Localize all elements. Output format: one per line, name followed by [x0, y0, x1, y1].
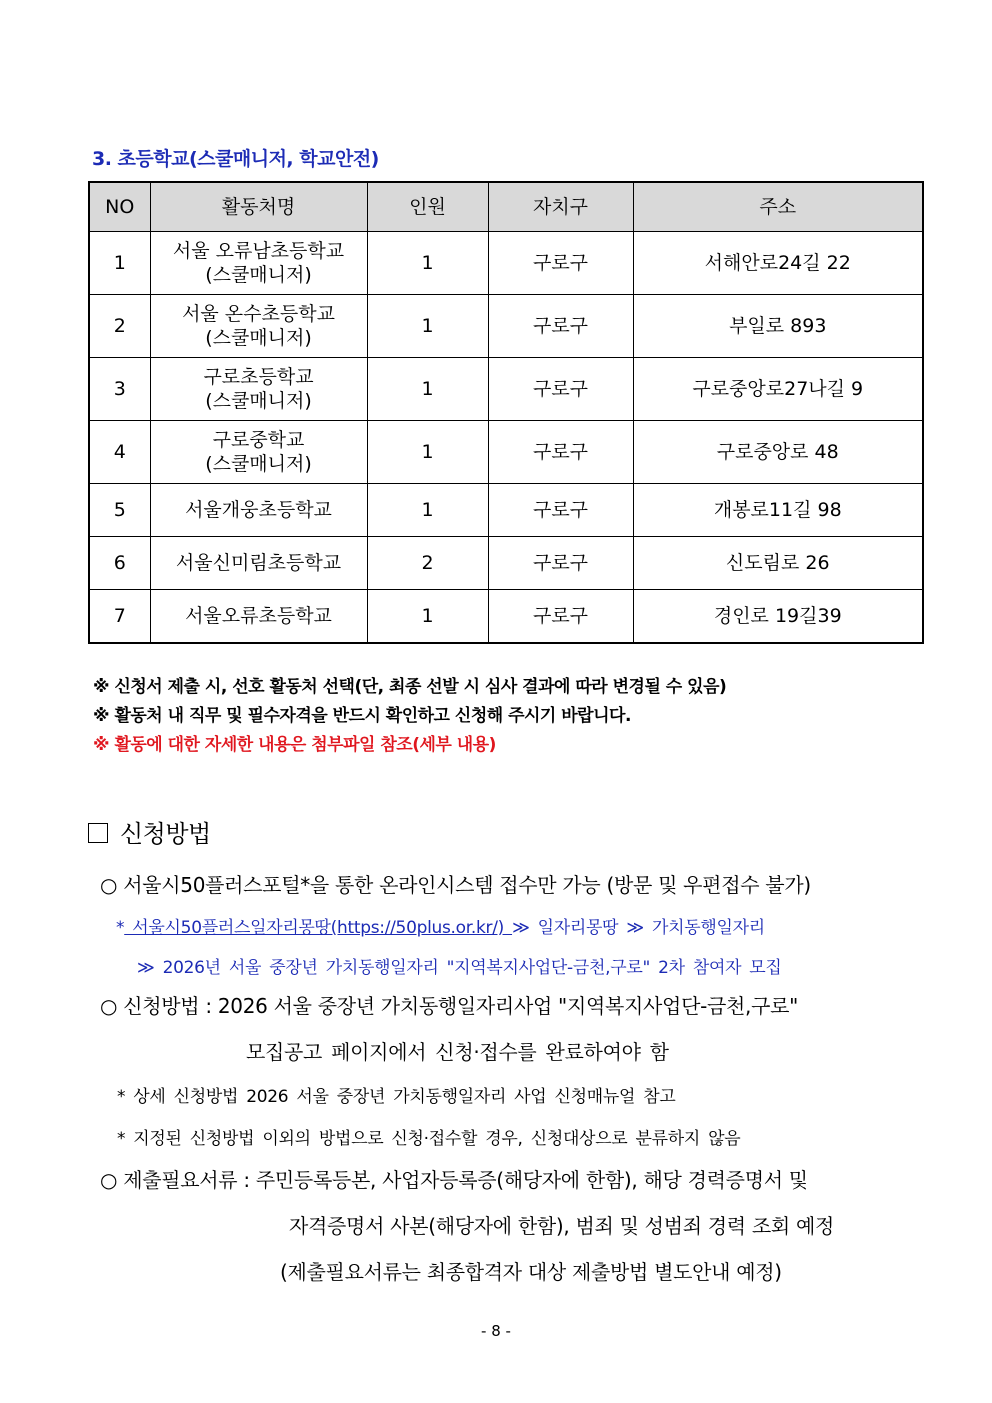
- cell-address: 구로중앙로 48: [633, 421, 923, 484]
- header-no: NO: [89, 182, 150, 232]
- cell-count: 1: [367, 295, 488, 358]
- cell-address: 신도림로 26: [633, 537, 923, 590]
- table-header-row: [89, 182, 923, 232]
- name-main: 서울 오류남초등학교: [172, 240, 345, 262]
- cell-no: 2: [89, 295, 150, 358]
- name-main: 구로중학교: [212, 429, 305, 451]
- cell-no: 3: [89, 358, 150, 421]
- cell-count: 1: [367, 484, 488, 537]
- name-main: 서울 온수초등학교: [182, 303, 335, 325]
- link-path: ≫ 일자리몽땅 ≫ 가치동행일자리: [512, 918, 765, 938]
- header-district: 자치구: [488, 182, 633, 232]
- table-row: [89, 590, 923, 644]
- cell-district: 구로구: [488, 232, 633, 295]
- cell-no: 5: [89, 484, 150, 537]
- cell-name: [150, 421, 367, 484]
- note-item-highlight: ※ 활동에 대한 자세한 내용은 첨부파일 참조(세부 내용): [93, 735, 496, 755]
- cell-name: 서울오류초등학교: [150, 590, 367, 644]
- method-line-warning: * 지정된 신청방법 이외의 방법으로 신청·접수할 경우, 신청대상으로 분류하지 않음: [117, 1129, 741, 1149]
- method-line-docs: ○ 제출필요서류 : 주민등록등본, 사업자등록증(해당자에 한함), 해당 경력증명서 및: [100, 1168, 808, 1192]
- method-line-apply: ○ 신청방법 : 2026 서울 중장년 가치동행일자리사업 "지역복지사업단-금천,구로": [100, 994, 799, 1018]
- cell-district: 구로구: [488, 484, 633, 537]
- method-line-manual: * 상세 신청방법 2026 서울 중장년 가치동행일자리 사업 신청매뉴얼 참고: [117, 1087, 676, 1107]
- page-number: - 8 -: [481, 1322, 511, 1340]
- cell-address: 개봉로11길 98: [633, 484, 923, 537]
- name-sub: (스쿨매니저): [205, 453, 312, 475]
- cell-name: [150, 232, 367, 295]
- workplace-table: [88, 181, 924, 644]
- method-line-path: ≫ 2026년 서울 중장년 가치동행일자리 "지역복지사업단-금천,구로" 2차 참여자 모집: [137, 958, 782, 978]
- cell-no: 4: [89, 421, 150, 484]
- method-line-docs-cont: 자격증명서 사본(해당자에 한함), 범죄 및 성범죄 경력 조회 예정: [289, 1214, 835, 1238]
- name-sub: (스쿨매니저): [205, 264, 312, 286]
- cell-no: 7: [89, 590, 150, 644]
- cell-no: 6: [89, 537, 150, 590]
- square-bullet-icon: [88, 823, 108, 843]
- note-item: ※ 활동처 내 직무 및 필수자격을 반드시 확인하고 신청해 주시기 바랍니다.: [93, 706, 631, 726]
- cell-count: 1: [367, 421, 488, 484]
- method-heading-label: 신청방법: [120, 820, 211, 848]
- asterisk: *: [116, 918, 125, 938]
- cell-name: 서울신미림초등학교: [150, 537, 367, 590]
- cell-no: 1: [89, 232, 150, 295]
- cell-district: 구로구: [488, 537, 633, 590]
- cell-district: 구로구: [488, 358, 633, 421]
- notes: [93, 673, 726, 760]
- cell-district: 구로구: [488, 421, 633, 484]
- cell-address: 구로중앙로27나길 9: [633, 358, 923, 421]
- method-line-link: [116, 913, 765, 938]
- name-sub: (스쿨매니저): [205, 327, 312, 349]
- header-count: 인원: [367, 182, 488, 232]
- table-row: [89, 537, 923, 590]
- cell-district: 구로구: [488, 295, 633, 358]
- cell-count: 1: [367, 358, 488, 421]
- cell-name: [150, 358, 367, 421]
- table-row: [89, 232, 923, 295]
- cell-name: 서울개웅초등학교: [150, 484, 367, 537]
- cell-address: 서해안로24길 22: [633, 232, 923, 295]
- header-address: 주소: [633, 182, 923, 232]
- method-line-online: ○ 서울시50플러스포털*을 통한 온라인시스템 접수만 가능 (방문 및 우편접수 불가): [100, 873, 811, 897]
- method-heading: [88, 814, 211, 849]
- table-row: [89, 295, 923, 358]
- cell-address: 경인로 19길39: [633, 590, 923, 644]
- table-row: [89, 484, 923, 537]
- table-row: [89, 421, 923, 484]
- method-line-docs-note: (제출필요서류는 최종합격자 대상 제출방법 별도안내 예정): [280, 1260, 782, 1284]
- table-row: [89, 358, 923, 421]
- cell-name: [150, 295, 367, 358]
- name-sub: (스쿨매니저): [205, 390, 312, 412]
- section-title: 3. 초등학교(스쿨매니저, 학교안전): [92, 148, 379, 170]
- name-main: 구로초등학교: [203, 366, 314, 388]
- cell-count: 2: [367, 537, 488, 590]
- header-name: 활동처명: [150, 182, 367, 232]
- portal-link[interactable]: 서울시50플러스일자리몽땅(https://50plus.or.kr/): [124, 918, 513, 938]
- cell-district: 구로구: [488, 590, 633, 644]
- note-item: ※ 신청서 제출 시, 선호 활동처 선택(단, 최종 선발 시 심사 결과에 따라 변경될 수 있음): [93, 677, 727, 697]
- cell-address: 부일로 893: [633, 295, 923, 358]
- method-line-apply-cont: 모집공고 페이지에서 신청·접수를 완료하여야 함: [246, 1040, 669, 1064]
- cell-count: 1: [367, 232, 488, 295]
- cell-count: 1: [367, 590, 488, 644]
